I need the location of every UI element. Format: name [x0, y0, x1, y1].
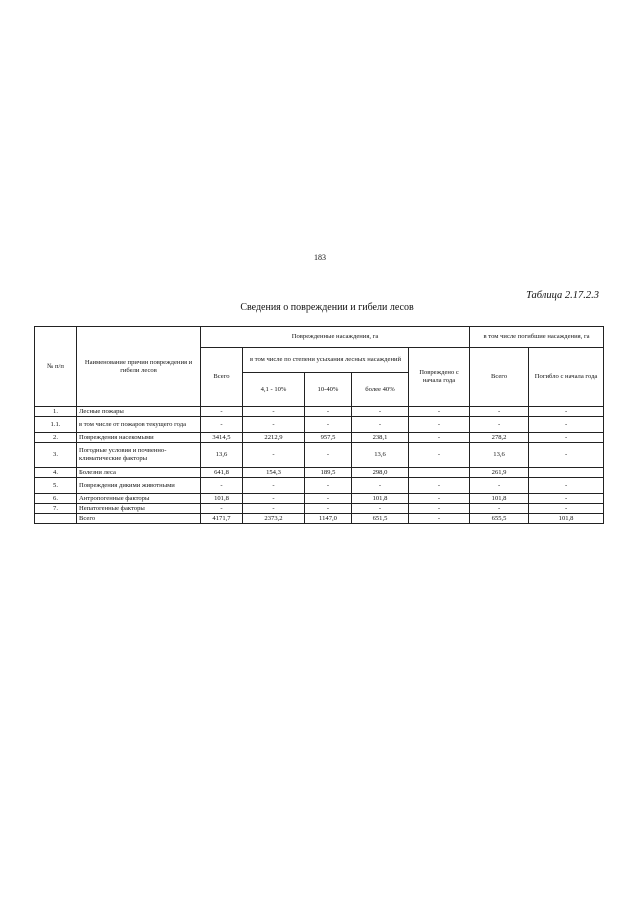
cell-deg2: 957,5 [305, 433, 352, 443]
cell-dead-total: 278,2 [470, 433, 529, 443]
row-name: Непатогенные факторы [77, 504, 201, 514]
cell-dead-total: 101,8 [470, 494, 529, 504]
cell-deg3: - [352, 478, 409, 494]
cell-total: - [201, 478, 243, 494]
cell-damaged-since: - [409, 433, 470, 443]
cell-total: - [201, 407, 243, 417]
cell-deg3: 101,8 [352, 494, 409, 504]
table-row [35, 494, 604, 504]
cell-total: 13,6 [201, 443, 243, 468]
cell-total: - [201, 504, 243, 514]
cell-deg3: - [352, 417, 409, 433]
cell-deg1: - [243, 417, 305, 433]
cell-deg3: - [352, 504, 409, 514]
cell-total: 641,8 [201, 468, 243, 478]
cell-total: 3414,5 [201, 433, 243, 443]
row-num: 1.1. [35, 417, 77, 433]
row-num: 2. [35, 433, 77, 443]
row-name: Антропогенные факторы [77, 494, 201, 504]
row-num: 5. [35, 478, 77, 494]
cell-deg1: - [243, 494, 305, 504]
header-name: Наименование причин повреждения и гибели лесов [77, 327, 201, 407]
row-name: в том числе от пожаров текущего года [77, 417, 201, 433]
cell-damaged-since: - [409, 417, 470, 433]
cell-dead-since: - [529, 494, 604, 504]
cell-deg1: 2373,2 [243, 514, 305, 524]
cell-damaged-since: - [409, 514, 470, 524]
header-deg3: более 40% [352, 373, 409, 407]
cell-dead-total: - [470, 407, 529, 417]
cell-damaged-since: - [409, 494, 470, 504]
row-name: Лесные пожары [77, 407, 201, 417]
cell-damaged-since: - [409, 443, 470, 468]
cell-dead-total: 13,6 [470, 443, 529, 468]
table-caption: Таблица 2.17.2.3 [526, 290, 599, 301]
cell-damaged-since [409, 468, 470, 478]
header-deg2: 10-40% [305, 373, 352, 407]
cell-deg2: 189,5 [305, 468, 352, 478]
table-row [35, 417, 604, 433]
header-dead-since: Погибло с начала года [529, 348, 604, 407]
cell-dead-total: 655,5 [470, 514, 529, 524]
cell-dead-since: - [529, 443, 604, 468]
cell-deg1: - [243, 443, 305, 468]
cell-deg2: - [305, 407, 352, 417]
cell-dead-since: - [529, 433, 604, 443]
header-deg1: 4,1 - 10% [243, 373, 305, 407]
cell-deg1: - [243, 504, 305, 514]
cell-damaged-since: - [409, 504, 470, 514]
cell-deg3: 238,1 [352, 433, 409, 443]
row-num: 1. [35, 407, 77, 417]
row-name: Погодные условия и почвенно-климатические факторы [77, 443, 201, 468]
cell-dead-total: - [470, 478, 529, 494]
cell-deg3: 13,6 [352, 443, 409, 468]
cell-deg2: - [305, 494, 352, 504]
cell-total: 4171,7 [201, 514, 243, 524]
table-row [35, 433, 604, 443]
table-row-total [35, 514, 604, 524]
header-dead-group: в том числе погибшие насаждения, га [470, 327, 604, 348]
row-num: 7. [35, 504, 77, 514]
cell-deg1: - [243, 407, 305, 417]
header-damaged-group: Поврежденные насаждения, га [201, 327, 470, 348]
cell-dead-since: - [529, 478, 604, 494]
cell-deg3: 651,5 [352, 514, 409, 524]
cell-deg2: - [305, 417, 352, 433]
cell-dead-since: - [529, 504, 604, 514]
cell-dead-total: - [470, 417, 529, 433]
damage-table [34, 326, 604, 524]
cell-dead-total: 261,9 [470, 468, 529, 478]
table-title: Сведения о повреждении и гибели лесов [240, 302, 414, 313]
cell-deg3: 298,0 [352, 468, 409, 478]
cell-dead-since: - [529, 417, 604, 433]
cell-dead-since: - [529, 407, 604, 417]
row-name: Болезни леса [77, 468, 201, 478]
table-row [35, 468, 604, 478]
header-damaged-since: Повреждено с начала года [409, 348, 470, 407]
row-num: 4. [35, 468, 77, 478]
cell-deg2: - [305, 478, 352, 494]
cell-deg1: 2212,9 [243, 433, 305, 443]
header-num: № п/п [35, 327, 77, 407]
cell-deg2: - [305, 504, 352, 514]
page-number: 183 [314, 253, 326, 262]
row-name: Всего [77, 514, 201, 524]
cell-deg3: - [352, 407, 409, 417]
table-row [35, 478, 604, 494]
header-by-degree: в том числе по степени усыхания лесных насаждений [243, 348, 409, 373]
row-name: Повреждения дикими животными [77, 478, 201, 494]
row-num [35, 514, 77, 524]
cell-total: 101,8 [201, 494, 243, 504]
table-row [35, 504, 604, 514]
header-total: Всего [201, 348, 243, 407]
cell-deg2: - [305, 443, 352, 468]
cell-damaged-since: - [409, 478, 470, 494]
cell-deg1: 154,3 [243, 468, 305, 478]
header-dead-total: Всего [470, 348, 529, 407]
cell-dead-since [529, 468, 604, 478]
cell-damaged-since: - [409, 407, 470, 417]
cell-dead-since: 101,8 [529, 514, 604, 524]
row-num: 6. [35, 494, 77, 504]
row-name: Повреждения насекомыми [77, 433, 201, 443]
cell-dead-total: - [470, 504, 529, 514]
cell-total: - [201, 417, 243, 433]
cell-deg2: 1147,0 [305, 514, 352, 524]
table-row [35, 443, 604, 468]
row-num: 3. [35, 443, 77, 468]
cell-deg1: - [243, 478, 305, 494]
table-row [35, 407, 604, 417]
